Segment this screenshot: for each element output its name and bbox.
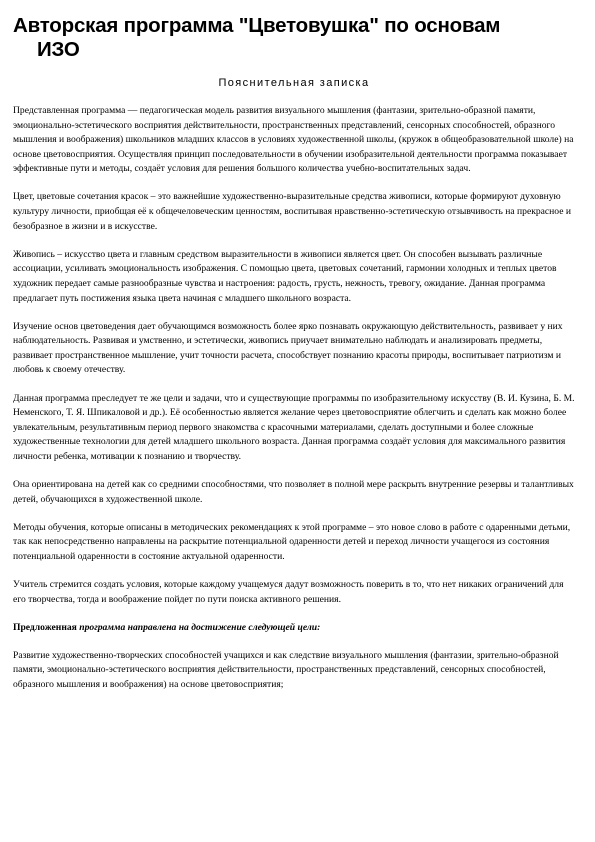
document-title: [13, 14, 575, 62]
paragraph-teacher: Учитель стремится создать условия, которые каждому учащемуся дадут возможность поверить в то, что нет никаких ограничений для его творчества, тогда и воображение пойдет по пути поиска активного решения.: [13, 578, 564, 605]
goal-lead: [13, 621, 575, 636]
paragraph-program-goals: Данная программа преследует те же цели и задачи, что и существующие программы по изобразительному искусству (В. И. Кузина, Б. М. Неменского, Т. Я. Шпикаловой и др.). Её особенностью является желание через цветовосприятие облегчить и сделать как можно более увлекательным, результативным период первого знакомства с красочными материалами, сделать доступными и более сложные художественные технологии для детей младшего школьного возраста. Данная программа создаёт условия для максимального развития личности ребенка, мотивации к познанию и творчеству.: [13, 392, 575, 462]
paragraph-goal: Развитие художественно-творческих способностей учащихся и как следствие визуального мышления (фантазии, зрительно-образной памяти, эмоционально-эстетического восприятия действительности, пространственных представлений, сенсорных способностей, образного мышления и воображения) на основе цветовосприятия;: [13, 649, 559, 690]
goal-lead-prefix: Предложенная: [13, 621, 80, 633]
paragraph-color: Цвет, цветовые сочетания красок – это важнейшие художественно-выразительные средства живописи, которые формируют духовную культуру личности, приобщая её к общечеловеческим ценностям, воспитывая нравственно-эстетическую отзывчивость на прекрасное и безобразное в жизни и в искусстве.: [13, 191, 572, 232]
document-title-line-2: ИЗО: [37, 38, 80, 61]
paragraph-painting: Живопись – искусство цвета и главным средством выразительности в живописи является цвет. Он способен вызывать различные ассоциации, усиливать эмоциональность изображения. С помощью цвета, цветовых сочетаний, гармонии холодных и теплых цветов художник передает самые разнообразные чувства и настроения: радость, грусть, нежность, тревогу, ожидание. Данная программа предлагает путь постижения языка цвета начиная с младшего школьного возраста.: [13, 248, 557, 304]
document-body: [13, 104, 575, 693]
paragraph-methods: Методы обучения, которые описаны в методических рекомендациях к этой программе – это новое слово в работе с одаренными детьми, так как непосредственно направлены на раскрытие потенциальной одаренности детей и переход личности учащегося из состояния потенциальной одаренности в состояние актуальной одаренности.: [13, 521, 571, 562]
paragraph-intro: Представленная программа — педагогическая модель развития визуального мышления (фантазии, зрительно-образной памяти, эмоционально-эстетического восприятия действительности, пространственных представлений, сенсорных способностей, образного мышления и воображения) школьников младших классов в условиях художественной школы, (кружок в общеобразовательной школе) на основе цветовосприятия. Осуществляя принцип последовательности в обучении изобразительной деятельности программа показывает эффективные пути и методы, создаёт условия для решения большого количества учебно-воспитательных задач.: [13, 105, 574, 175]
document-title-line-1: Авторская программа "Цветовушка" по основам: [13, 14, 501, 37]
paragraph-audience: Она ориентирована на детей как со средними способностями, что позволяет в полной мере раскрыть внутренние резервы и талантливых детей, обучающихся в художественной школе.: [13, 478, 574, 505]
section-subtitle: Пояснительная записка: [218, 77, 370, 89]
paragraph-color-science: Изучение основ цветоведения дает обучающимся возможность более ярко познавать окружающую действительность, развивает у них наблюдательность. Развивая и умственно, и эстетически, живопись приучает внимательно наблюдать и анализировать предметы, развивает пространственное мышление, учит точности расчета, способствует познанию красоты природы, воспитывает патриотизм и любовь к своему отечеству.: [13, 320, 563, 376]
goal-lead-emphasis: программа направлена на достижение следующей цели:: [79, 621, 321, 633]
